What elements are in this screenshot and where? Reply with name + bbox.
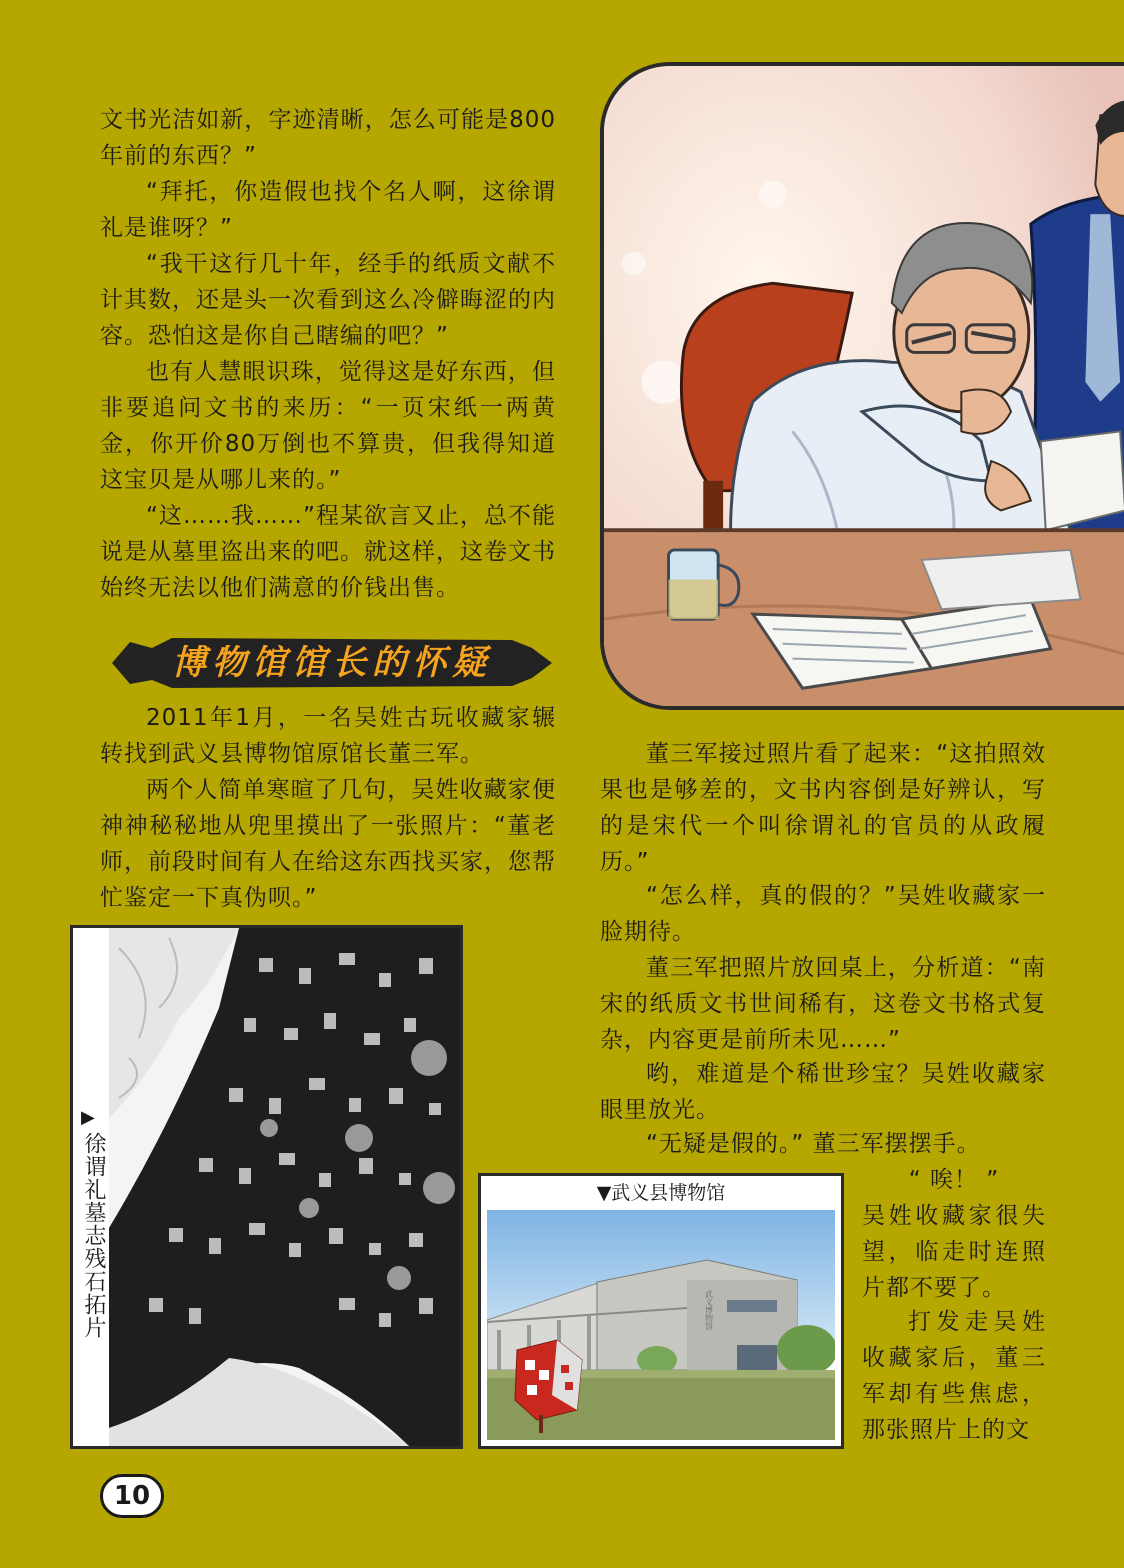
- rubbing-figure: [70, 925, 463, 1449]
- paragraph: 董三军接过照片看了起来：“这拍照效果也是够差的，文书内容倒是好辨认，写的是宋代一个叫徐谓礼的官员的从政履历。”: [600, 741, 1046, 875]
- section-heading-text: 博物馆馆长的怀疑: [172, 643, 492, 683]
- page-number: 10: [100, 1474, 164, 1518]
- section-heading: [112, 634, 552, 692]
- paragraph: 文书光洁如新，字迹清晰，怎么可能是800年前的东西？”: [100, 107, 556, 169]
- stone-rubbing-image: [109, 928, 460, 1446]
- paragraph: 董三军把照片放回桌上，分析道：“南宋的纸质文书世间稀有，这卷文书格式复杂，内容更是前所未见……”: [600, 955, 1046, 1053]
- paragraph: “拜托，你造假也找个名人啊，这徐谓礼是谁呀？”: [100, 179, 556, 241]
- paragraph: “这……我……”程某欲言又止，总不能说是从墓里盗出来的吧。就这样，这卷文书始终无法以他们满意的价钱出售。: [100, 503, 556, 601]
- rubbing-caption-text: 徐谓礼墓志残石拓片: [81, 1132, 106, 1339]
- illustration-artwork: [604, 66, 1124, 706]
- museum-sign-text: 武义博物馆: [704, 1290, 714, 1330]
- rubbing-caption: [73, 928, 109, 1446]
- paragraph: 吴姓收藏家很失望，临走时连照片都不要了。: [862, 1203, 1046, 1301]
- caption-marker-icon: ▶: [81, 1107, 95, 1128]
- paragraph: “无疑是假的。” 董三军摆摆手。: [646, 1131, 981, 1157]
- paragraph: 哟，难道是个稀世珍宝？吴姓收藏家眼里放光。: [600, 1061, 1046, 1123]
- paragraph: “怎么样，真的假的？”吴姓收藏家一脸期待。: [600, 883, 1046, 945]
- paragraph: 打发走吴姓收藏家后，董三军却有些焦虑，那张照片上的文: [862, 1309, 1046, 1443]
- paragraph: 两个人简单寒暄了几句，吴姓收藏家便神神秘秘地从兜里摸出了一张照片：“董老师，前段时间有人在给这东西找买家，您帮忙鉴定一下真伪呗。”: [100, 777, 556, 911]
- paragraph: “我干这行几十年，经手的纸质文献不计其数，还是头一次看到这么冷僻晦涩的内容。恐怕这是你自己瞎编的吧？”: [100, 251, 556, 349]
- museum-photo-image: [487, 1210, 835, 1440]
- museum-figure: [478, 1173, 844, 1449]
- exclamation-line: “ 唉！ ”: [908, 1167, 1000, 1193]
- paragraph: 也有人慧眼识珠，觉得这是好东西，但非要追问文书的来历：“一页宋纸一两黄金，你开价80万倒也不算贵，但我得知道这宝贝是从哪儿来的。”: [100, 359, 556, 493]
- curator-illustration: [600, 62, 1124, 710]
- museum-caption: ▼武义县博物馆: [596, 1182, 726, 1204]
- paragraph: 2011年1月，一名吴姓古玩收藏家辗转找到武义县博物馆原馆长董三军。: [100, 705, 556, 767]
